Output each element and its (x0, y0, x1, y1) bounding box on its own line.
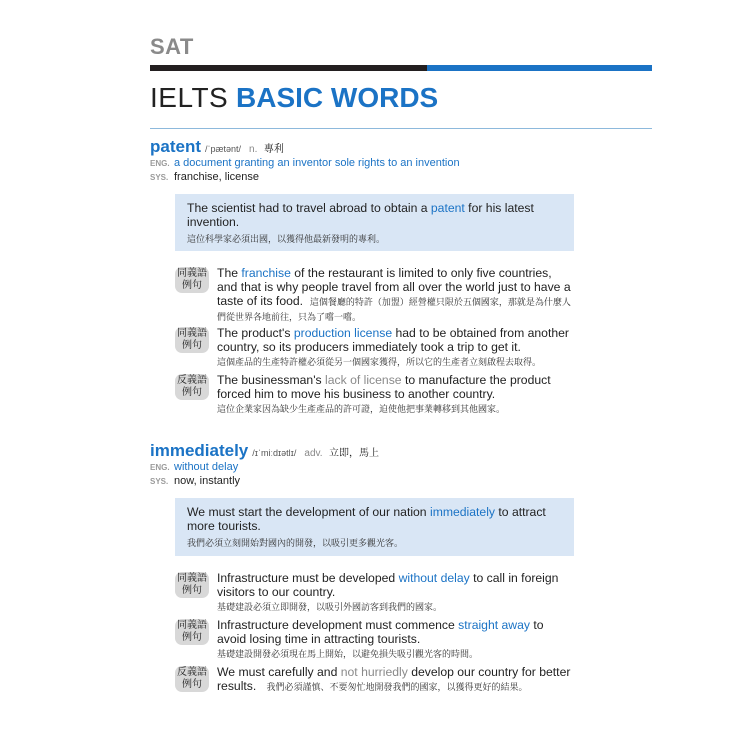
example-text: Infrastructure must be developed (217, 571, 399, 585)
pronunciation: /ˈpætənt/ (205, 144, 242, 154)
example-text: to attract more tourists. (187, 505, 546, 533)
page-title (150, 82, 438, 114)
sys-label: SYS. (150, 477, 169, 486)
synonyms: now, instantly (174, 475, 241, 487)
series-label: SAT (150, 34, 194, 59)
example-keyword: lack of license (325, 373, 402, 387)
title-divider (150, 128, 652, 129)
badge-top: 同義語 (177, 328, 207, 339)
main-example-box (175, 194, 574, 251)
headword: patent (150, 137, 201, 156)
example-text: The product's (217, 326, 294, 340)
headword: immediately (150, 441, 249, 460)
example-text: Infrastructure development must commence (217, 618, 459, 632)
badge-top: 同義語 (177, 620, 207, 631)
badge-bottom: 例句 (182, 280, 202, 291)
example-text: We must start the development of our nation (187, 505, 430, 519)
example-text: of the restaurant is limited to only five countries, and that is why people travel from all over the world just to have a taste of its food. (217, 266, 571, 308)
example-text: to manufacture the product forced him to move his business to another country. (217, 373, 551, 401)
example-text: The (217, 266, 242, 280)
part-of-speech: adv. (304, 448, 323, 459)
eng-definition: without delay (174, 461, 239, 473)
example-text: to avoid losing time in attracting tourists. (217, 618, 544, 646)
example-text: to call in foreign visitors to our country. (217, 571, 559, 599)
sub-example-text (217, 665, 575, 694)
example-keyword: franchise (241, 266, 291, 280)
part-of-speech: n. (249, 144, 258, 155)
example-translation: 這位科學家必須出國，以獲得他最新發明的專利。 (187, 234, 386, 244)
synonym-example-badge (175, 572, 209, 598)
eng-definition-row (150, 461, 238, 473)
sub-example-text (217, 618, 575, 661)
example-text: had to be obtained from another country, so its producers immediately took a trip to get it. (217, 326, 569, 354)
chinese-meaning: 專利 (263, 144, 284, 155)
chinese-meaning: 立即，馬上 (329, 448, 380, 459)
example-text: develop our country for better results. (217, 665, 571, 693)
synonym-example-badge (175, 327, 209, 353)
badge-top: 同義語 (177, 268, 207, 279)
example-translation: 基礎建設開發必須現在馬上開始，以避免損失吸引觀光客的時間。 (217, 649, 479, 659)
example-translation: 這位企業家因為缺少生產產品的許可證，迫使他把事業轉移到其他國家。 (217, 404, 506, 414)
example-text: for his latest invention. (187, 201, 534, 229)
eng-label: ENG. (150, 463, 170, 472)
header-bar-blue (427, 65, 652, 71)
antonym-example-badge (175, 666, 209, 692)
badge-bottom: 例句 (182, 387, 202, 398)
entry-heading (150, 441, 379, 461)
sub-example-text (217, 571, 575, 614)
eng-definition: a document granting an inventor sole rights to an invention (174, 157, 460, 169)
header-bar-dark (150, 65, 427, 71)
synonyms-row (150, 475, 240, 487)
eng-label: ENG. (150, 159, 170, 168)
antonym-example-badge (175, 374, 209, 400)
example-text: The businessman's (217, 373, 326, 387)
title-plain: IELTS (150, 82, 229, 113)
example-text: We must carefully and (217, 665, 341, 679)
example-text: The scientist had to travel abroad to obtain a (187, 201, 431, 215)
sub-example-text (217, 326, 575, 369)
badge-bottom: 例句 (182, 585, 202, 596)
example-keyword: immediately (429, 505, 496, 519)
example-translation: 我們必須謹慎、不要匆忙地開發我們的國家，以獲得更好的結果。 (266, 682, 528, 692)
sub-example-text (217, 373, 575, 416)
badge-bottom: 例句 (182, 632, 202, 643)
sub-example-text (217, 266, 575, 324)
example-translation: 這個產品的生產特許權必須從另一個國家獲得，所以它的生產者立刻啟程去取得。 (217, 357, 542, 367)
entry-heading (150, 137, 284, 157)
badge-bottom: 例句 (182, 679, 202, 690)
pronunciation: /ɪˈmiːdɪətlɪ/ (252, 448, 297, 458)
example-keyword: production license (293, 326, 393, 340)
example-sentence (187, 505, 562, 533)
title-bold: BASIC WORDS (236, 82, 439, 113)
synonym-example-badge (175, 267, 209, 293)
synonyms-row (150, 171, 259, 183)
main-example-box (175, 498, 574, 556)
eng-definition-row (150, 157, 460, 169)
badge-top: 反義語 (177, 667, 207, 678)
badge-top: 同義語 (177, 573, 207, 584)
synonym-example-badge (175, 619, 209, 645)
example-sentence (187, 201, 562, 229)
example-keyword: patent (430, 201, 465, 215)
badge-bottom: 例句 (182, 340, 202, 351)
badge-top: 反義語 (177, 375, 207, 386)
example-translation: 基礎建設必須立即開發，以吸引外國訪客到我們的國家。 (217, 602, 443, 612)
synonyms: franchise, license (174, 171, 259, 183)
example-keyword: not hurriedly (340, 665, 408, 679)
example-keyword: without delay (398, 571, 470, 585)
example-keyword: straight away (458, 618, 530, 632)
sys-label: SYS. (150, 173, 169, 182)
example-translation: 這個餐廳的特許（加盟）經營權只限於五個國家，那就是為什麼人們從世界各地前往，只為了嚐一嚐。 (217, 297, 571, 322)
example-translation: 我們必須立刻開始對國內的開發，以吸引更多觀光客。 (187, 538, 404, 548)
